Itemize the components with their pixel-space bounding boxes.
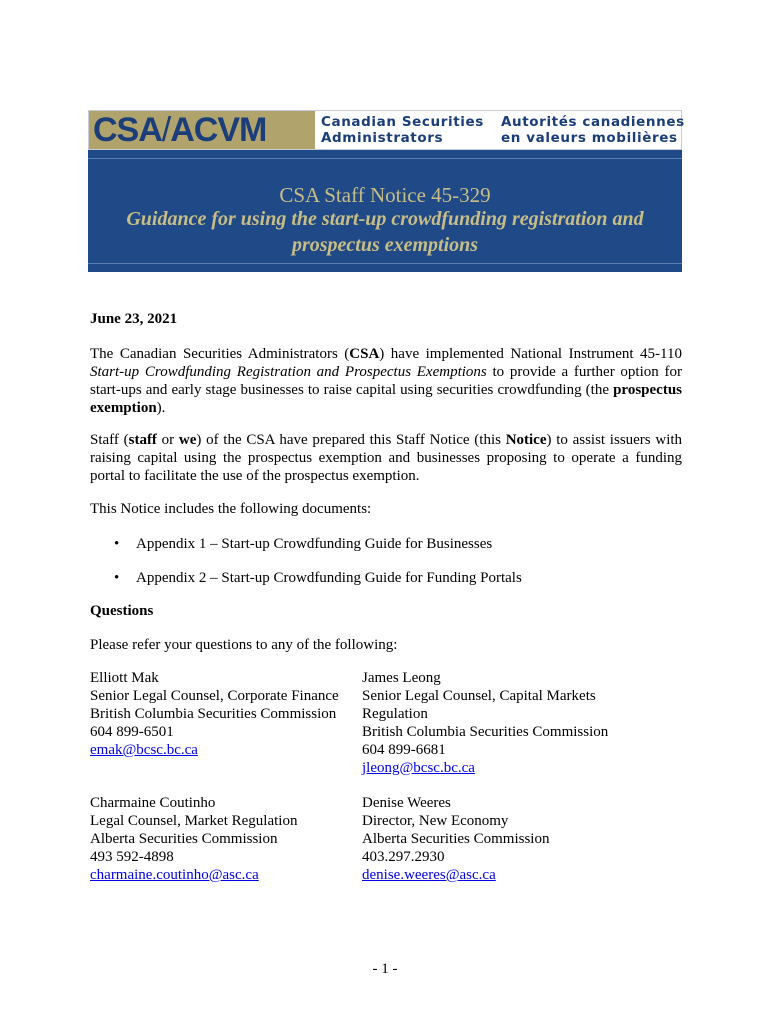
intro-paragraph: The Canadian Securities Administrators (CSA) have implemented National Instrument 45-110 Start-up Crowdfunding Registration and Prospectus Exemptions to provide a further option for start-ups and early stage businesses to raise capital using securities crowdfunding (the prospectus exemption). bbox=[90, 346, 683, 416]
banner-divider bbox=[88, 263, 682, 264]
list-item: • Appendix 1 – Start-up Crowdfunding Guide for Businesses bbox=[114, 536, 493, 552]
bullet-icon: • bbox=[114, 570, 120, 586]
contact-title: Senior Legal Counsel, Corporate Finance bbox=[90, 688, 339, 704]
questions-heading: Questions bbox=[90, 603, 154, 619]
contact-email-link[interactable]: jleong@bcsc.bc.ca bbox=[362, 760, 475, 776]
contact-title: Director, New Economy bbox=[362, 813, 509, 829]
contact-title: Legal Counsel, Market Regulation bbox=[90, 813, 298, 829]
notice-title: CSA Staff Notice 45-329 bbox=[279, 183, 491, 207]
documents-intro: This Notice includes the following documents: bbox=[90, 501, 372, 517]
contact-name: Denise Weeres bbox=[362, 795, 451, 811]
contact-organization: British Columbia Securities Commission bbox=[90, 706, 337, 722]
list-item: • Appendix 2 – Start-up Crowdfunding Guide for Funding Portals bbox=[114, 570, 522, 586]
contact-email-link[interactable]: emak@bcsc.bc.ca bbox=[90, 742, 198, 758]
contact-organization: Alberta Securities Commission bbox=[362, 831, 550, 847]
contact-elliott-mak bbox=[90, 669, 339, 759]
contact-phone: 403.297.2930 bbox=[362, 849, 445, 865]
contact-phone: 604 899-6501 bbox=[90, 724, 174, 740]
banner-divider bbox=[88, 158, 682, 159]
contact-denise-weeres bbox=[362, 794, 549, 884]
contact-title: Regulation bbox=[362, 706, 428, 722]
contact-charmaine-coutinho bbox=[90, 794, 297, 884]
contact-name: Charmaine Coutinho bbox=[90, 795, 216, 811]
org-name-french: Autorités canadiennes en valeurs mobilières bbox=[501, 114, 685, 146]
purpose-paragraph: Staff (staff or we) of the CSA have prepared this Staff Notice (this Notice) to assist issuers with raising capital using the prospectus exemption and businesses proposing to operate a funding portal to facilitate the use of the prospectus exemption. bbox=[90, 432, 683, 484]
contact-email-link[interactable]: charmaine.coutinho@asc.ca bbox=[90, 867, 259, 883]
contact-james-leong bbox=[362, 669, 608, 777]
contact-name: Elliott Mak bbox=[90, 670, 159, 686]
logo-csa-text: CSA bbox=[93, 111, 162, 149]
title-banner bbox=[88, 150, 682, 272]
contact-phone: 493 592-4898 bbox=[90, 849, 174, 865]
org-name-english: Canadian Securities Administrators bbox=[321, 114, 484, 146]
contact-title: Senior Legal Counsel, Capital Markets bbox=[362, 688, 596, 704]
page-number: - 1 - bbox=[372, 961, 398, 977]
questions-intro: Please refer your questions to any of the following: bbox=[90, 637, 398, 653]
csa-acvm-logo bbox=[89, 111, 315, 149]
contact-email-link[interactable]: denise.weeres@asc.ca bbox=[362, 867, 496, 883]
logo-slash: / bbox=[161, 111, 171, 149]
csa-logo-banner bbox=[88, 110, 685, 150]
contact-organization: Alberta Securities Commission bbox=[90, 831, 278, 847]
notice-date: June 23, 2021 bbox=[90, 311, 178, 327]
contact-phone: 604 899-6681 bbox=[362, 742, 446, 758]
contact-name: James Leong bbox=[362, 670, 441, 686]
contact-organization: British Columbia Securities Commission bbox=[362, 724, 609, 740]
notice-subtitle: Guidance for using the start-up crowdfunding registration and prospectus exemptions bbox=[126, 208, 644, 256]
bullet-icon: • bbox=[114, 536, 120, 552]
logo-acvm-text: ACVM bbox=[170, 111, 267, 149]
